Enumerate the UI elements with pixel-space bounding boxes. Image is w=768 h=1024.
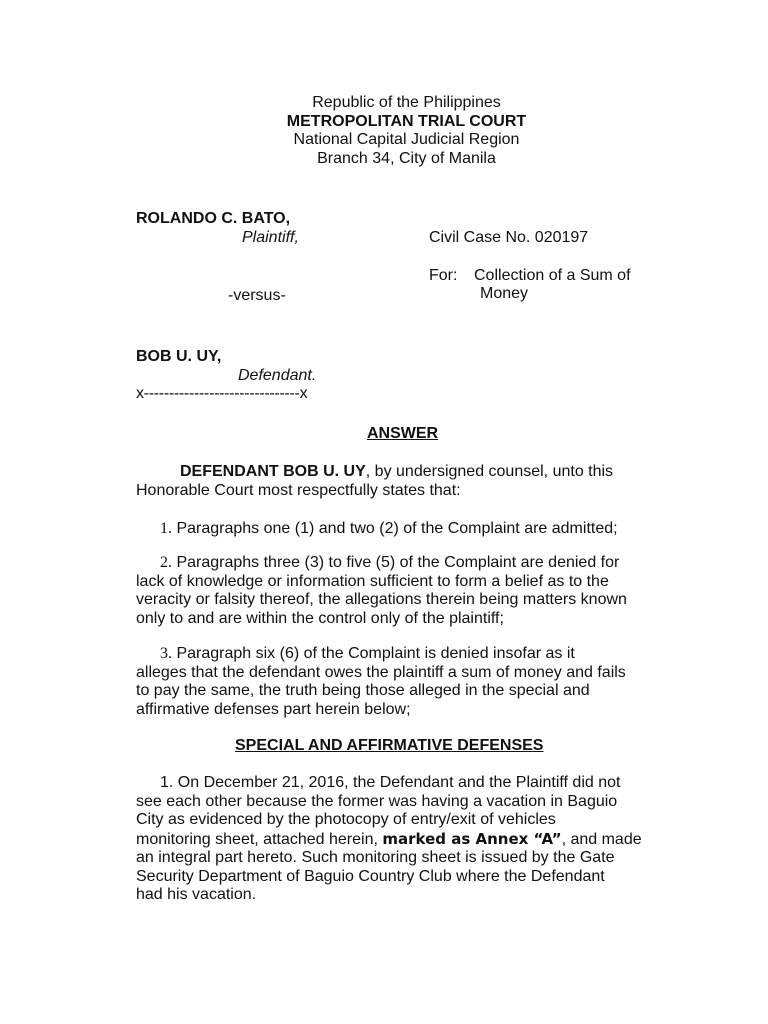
defendant-name: BOB U. UY, bbox=[136, 348, 222, 365]
case-for-label: For: bbox=[429, 267, 458, 284]
paragraph-line: affirmative defenses part herein below; bbox=[136, 700, 411, 718]
paragraph-line: 3. Paragraph six (6) of the Complaint is denied insofar as it bbox=[160, 645, 575, 662]
defense-line: 1. On December 21, 2016, the Defendant and the Plaintiff did not bbox=[160, 774, 621, 791]
intro-lead: DEFENDANT BOB U. UY bbox=[180, 463, 366, 480]
annex-reference: marked as Annex “A” bbox=[382, 829, 562, 848]
header-republic: Republic of the Philippines bbox=[312, 94, 501, 111]
case-for-text-2: Money bbox=[480, 285, 529, 302]
paragraph-1 bbox=[136, 520, 678, 539]
plaintiff-name: ROLANDO C. BATO, bbox=[136, 210, 291, 227]
paragraph-number: 3. bbox=[160, 645, 172, 662]
header-court: METROPOLITAN TRIAL COURT bbox=[286, 112, 527, 130]
caption-divider: x-------------------------------x bbox=[136, 385, 308, 402]
paragraph-line: veracity or falsity thereof, the allegations therein being matters known bbox=[136, 591, 627, 608]
paragraph-number: 2. bbox=[160, 554, 172, 571]
case-number: Civil Case No. 020197 bbox=[429, 229, 589, 246]
paragraph-line: lack of knowledge or information sufficient to form a belief as to the bbox=[136, 572, 609, 590]
court-header bbox=[0, 94, 768, 168]
defendant-role: Defendant. bbox=[238, 367, 317, 384]
intro-line-1 bbox=[136, 463, 678, 482]
defense-paragraph-1 bbox=[136, 774, 678, 905]
header-region: National Capital Judicial Region bbox=[293, 131, 520, 148]
intro-paragraph bbox=[136, 463, 678, 500]
paragraph-line: 2. Paragraphs three (3) to five (5) of the Complaint are denied for bbox=[160, 554, 620, 571]
paragraph-number: 1. bbox=[160, 520, 172, 537]
document-title: ANSWER bbox=[367, 425, 439, 442]
intro-rest: , by undersigned counsel, unto this bbox=[365, 463, 614, 480]
paragraph-2 bbox=[136, 554, 678, 628]
plaintiff-role: Plaintiff, bbox=[242, 229, 299, 246]
case-for-text: Collection of a Sum of bbox=[474, 267, 631, 284]
header-branch: Branch 34, City of Manila bbox=[317, 149, 496, 167]
defense-line: monitoring sheet, attached herein, marked as Annex “A”, and made bbox=[136, 829, 642, 848]
paragraph-line: only to and are within the control only of the plaintiff; bbox=[136, 609, 504, 627]
intro-line-2: Honorable Court most respectfully states that: bbox=[136, 481, 461, 499]
paragraph-line: to pay the same, the truth being those alleged in the special and bbox=[136, 682, 590, 699]
paragraph-line: 1. Paragraphs one (1) and two (2) of the Complaint are admitted; bbox=[160, 520, 618, 537]
defense-line: had his vacation. bbox=[136, 886, 257, 903]
defense-line: an integral part hereto. Such monitoring sheet is issued by the Gate bbox=[136, 849, 615, 866]
paragraph-line: alleges that the defendant owes the plaintiff a sum of money and fails bbox=[136, 663, 626, 681]
defense-line: City as evidenced by the photocopy of entry/exit of vehicles bbox=[136, 811, 556, 828]
paragraph-3 bbox=[136, 645, 678, 719]
versus-label: -versus- bbox=[228, 287, 286, 304]
defense-line: Security Department of Baguio Country Club where the Defendant bbox=[136, 867, 605, 885]
defense-line: see each other because the former was having a vacation in Baguio bbox=[136, 792, 618, 810]
section-title: SPECIAL AND AFFIRMATIVE DEFENSES bbox=[235, 737, 544, 754]
